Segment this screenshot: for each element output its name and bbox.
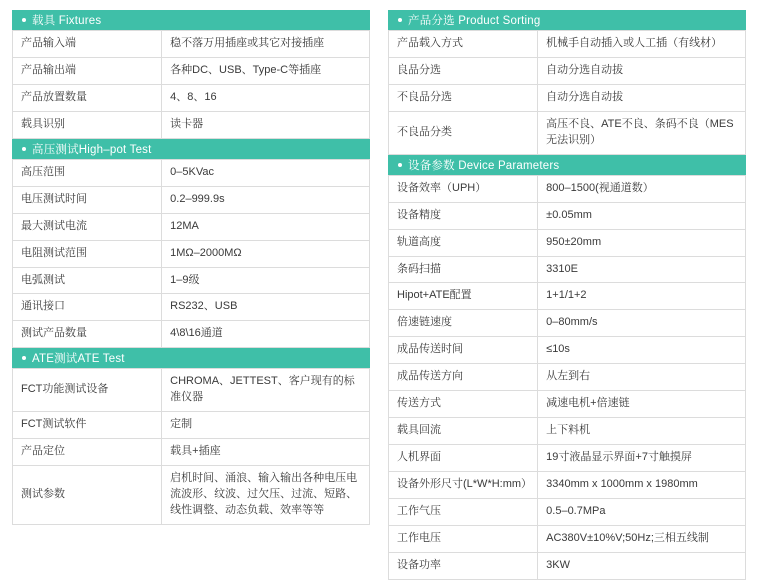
section-fixtures [12,10,370,139]
row-label: 倍速链速度 [389,310,538,337]
row-value: 1–9级 [162,267,370,294]
row-label: 电弧测试 [13,267,162,294]
row-label: 良品分选 [389,57,538,84]
row-value: 4、8、16 [162,84,370,111]
section-header-product-sorting [388,10,746,30]
row-label: 设备外形尺寸(L*W*H:mm） [389,472,538,499]
row-label: 最大测试电流 [13,213,162,240]
row-label: 高压范围 [13,159,162,186]
table-row [13,240,370,267]
bullet-icon [398,18,402,22]
left-column [12,10,370,515]
row-value: ≤10s [538,337,746,364]
row-value: 0–80mm/s [538,310,746,337]
section-product-sorting [388,10,746,155]
row-label: FCT功能测试设备 [13,369,162,412]
row-label: Hipot+ATE配置 [389,283,538,310]
row-value: 稳不落万用插座或其它对接插座 [162,31,370,58]
row-label: 产品载入方式 [389,31,538,58]
row-value: 0–5KVac [162,159,370,186]
row-value: 950±20mm [538,229,746,256]
row-value: 高压不良、ATE不良、条码不良（MES无法识别） [538,111,746,154]
table-row [13,111,370,138]
right-column [388,10,746,571]
table-row [389,498,746,525]
table-row [13,294,370,321]
row-value: 机械手自动插入或人工插（有线材） [538,31,746,58]
section-title: 设备参数 Device Parameters [408,159,560,172]
row-value: 12MA [162,213,370,240]
row-value: 减速电机+倍速链 [538,391,746,418]
table-row [389,364,746,391]
section-high-pot-test [12,139,370,349]
row-label: 传送方式 [389,391,538,418]
table-row [389,418,746,445]
table-row [389,552,746,579]
row-value: RS232、USB [162,294,370,321]
table-row [389,337,746,364]
row-label: 电压测试时间 [13,186,162,213]
table-row [389,175,746,202]
row-label: 不良品分选 [389,84,538,111]
row-label: 成品传送方向 [389,364,538,391]
row-value: 0.5–0.7MPa [538,498,746,525]
row-label: 设备效率（UPH） [389,175,538,202]
row-value: 启机时间、涌浪、输入输出各种电压电流波形、纹波、过欠压、过流、短路、线性调整、动态负载、效率等等 [162,466,370,525]
table-row [389,391,746,418]
table-row [13,466,370,525]
row-value: 0.2–999.9s [162,186,370,213]
bullet-icon [398,163,402,167]
row-label: 成品传送时间 [389,337,538,364]
row-label: 产品输出端 [13,57,162,84]
table-row [13,412,370,439]
table-row [13,267,370,294]
row-value: 读卡器 [162,111,370,138]
section-title: 产品分选 Product Sorting [408,15,541,27]
section-header-fixtures [12,10,370,30]
table-fixtures [12,30,370,139]
section-title: ATE测试ATE Test [32,353,125,366]
table-row [13,31,370,58]
table-ate-test [12,368,370,525]
table-row [389,283,746,310]
row-label: 通讯接口 [13,294,162,321]
row-value: ±0.05mm [538,202,746,229]
section-header-device-parameters [388,155,746,175]
section-title: 载具 Fixtures [32,15,102,27]
table-row [389,256,746,283]
section-title: 高压测试High–pot Test [32,143,152,156]
table-row [13,369,370,412]
row-value: 上下料机 [538,418,746,445]
section-device-parameters [388,155,746,580]
row-value: 800–1500(视通道数） [538,175,746,202]
row-value: 3KW [538,552,746,579]
row-label: 产品放置数量 [13,84,162,111]
bullet-icon [22,147,26,151]
row-value: 4\8\16通道 [162,321,370,348]
table-high-pot-test [12,159,370,349]
table-row [389,229,746,256]
table-row [389,84,746,111]
bullet-icon [22,18,26,22]
row-value: 3310E [538,256,746,283]
row-label: 条码扫描 [389,256,538,283]
row-label: 不良品分类 [389,111,538,154]
table-row [389,472,746,499]
bullet-icon [22,356,26,360]
row-label: 轨道高度 [389,229,538,256]
row-label: 设备精度 [389,202,538,229]
row-label: 电阻测试范围 [13,240,162,267]
table-row [13,439,370,466]
table-row [389,31,746,58]
table-row [13,84,370,111]
row-value: 载具+插座 [162,439,370,466]
table-row [389,57,746,84]
row-label: 载具回流 [389,418,538,445]
row-label: 测试参数 [13,466,162,525]
table-product-sorting [388,30,746,155]
table-row [13,213,370,240]
section-header-high-pot-test [12,139,370,159]
row-value: 定制 [162,412,370,439]
table-row [389,202,746,229]
table-row [13,57,370,84]
row-value: 19寸液晶显示界面+7寸触摸屏 [538,445,746,472]
row-value: AC380V±10%V;50Hz;三相五线制 [538,525,746,552]
table-row [13,186,370,213]
row-label: 测试产品数量 [13,321,162,348]
row-label: 人机界面 [389,445,538,472]
section-ate-test [12,348,370,525]
row-value: 自动分选自动拔 [538,57,746,84]
row-value: 各种DC、USB、Type-C等插座 [162,57,370,84]
row-value: 从左到右 [538,364,746,391]
table-row [389,111,746,154]
table-row [389,310,746,337]
table-row [389,525,746,552]
row-label: 设备功率 [389,552,538,579]
row-value: CHROMA、JETTEST、客户现有的标准仪器 [162,369,370,412]
row-value: 1MΩ–2000MΩ [162,240,370,267]
row-label: 工作电压 [389,525,538,552]
section-header-ate-test [12,348,370,368]
row-value: 1+1/1+2 [538,283,746,310]
row-label: 工作气压 [389,498,538,525]
row-value: 3340mm x 1000mm x 1980mm [538,472,746,499]
row-label: 载具识别 [13,111,162,138]
table-row [13,321,370,348]
table-device-parameters [388,175,746,580]
table-row [13,159,370,186]
row-label: 产品输入端 [13,31,162,58]
table-row [389,445,746,472]
row-value: 自动分选自动拔 [538,84,746,111]
row-label: 产品定位 [13,439,162,466]
row-label: FCT测试软件 [13,412,162,439]
